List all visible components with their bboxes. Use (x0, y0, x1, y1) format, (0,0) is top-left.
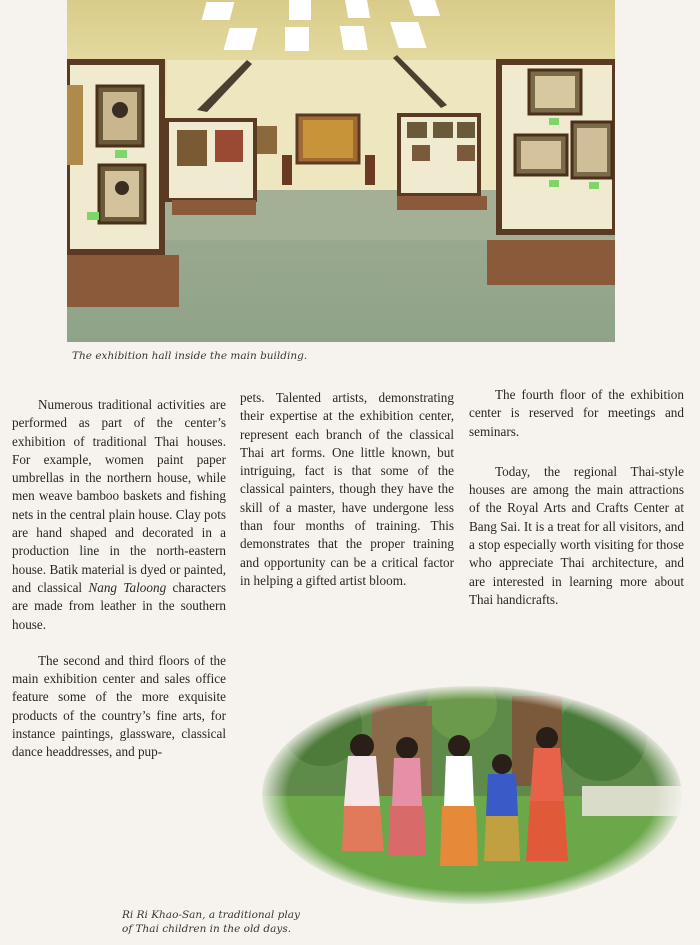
text-column-2 (240, 389, 454, 590)
col2-paragraph-1: pets. Talented artists, demonstrating their expertise at the exhibition center, represent each branch of the classical Thai art forms. One little known, but intriguing, fact is that some of the classical painters, though they have the skill of a master, have undergone less than four months of training. This demonstrates that the proper training and opportunity can be a critical factor in helping a gifted artist bloom. (240, 390, 454, 588)
col1-p1-before: Numerous traditional activities are performed as part of the center’s exhibition of traditional Thai houses. For example, women paint paper umbrellas in the northern house, while men weave bamboo baskets and fishing nets in the central plain house. Clay pots are hand shaped and decorated in a production line in the north-eastern house. Batik material is dyed or painted, and classical (12, 397, 226, 595)
top-photo-caption: The exhibition hall inside the main building. (72, 350, 308, 362)
nang-taloong-term: Nang Taloong (88, 579, 167, 595)
col1-paragraph-2: The second and third floors of the main exhibition center and sales office feature some of the more exquisite products of the country’s fine arts, for instance paintings, glassware, classical dance headdresses, and pup- (12, 652, 226, 760)
children-playing-illustration (262, 686, 682, 904)
bottom-caption-line-1: Ri Ri Khao-San, a traditional play (122, 909, 300, 921)
col1-paragraph-1 (12, 396, 226, 634)
text-column-3 (469, 386, 684, 609)
text-column-1 (12, 396, 226, 762)
col1-p1-after: characters are made from leather in the southern house. (12, 579, 226, 632)
exhibition-hall-illustration (67, 0, 615, 342)
bottom-photo-caption (122, 908, 362, 936)
col3-paragraph-2: Today, the regional Thai-style houses are among the main attractions of the Royal Arts and Crafts Center at Bang Sai. It is a treat for all visitors, and a stop especially worth visiting for those who appreciate Thai architecture, and are interested in learning more about Thai handicrafts. (469, 463, 684, 607)
exhibition-hall-photo (67, 0, 615, 342)
bottom-caption-line-2: of Thai children in the old days. (122, 923, 292, 935)
children-playing-photo (262, 686, 682, 904)
col3-paragraph-1: The fourth floor of the exhibition center is reserved for meetings and seminars. (469, 387, 684, 439)
